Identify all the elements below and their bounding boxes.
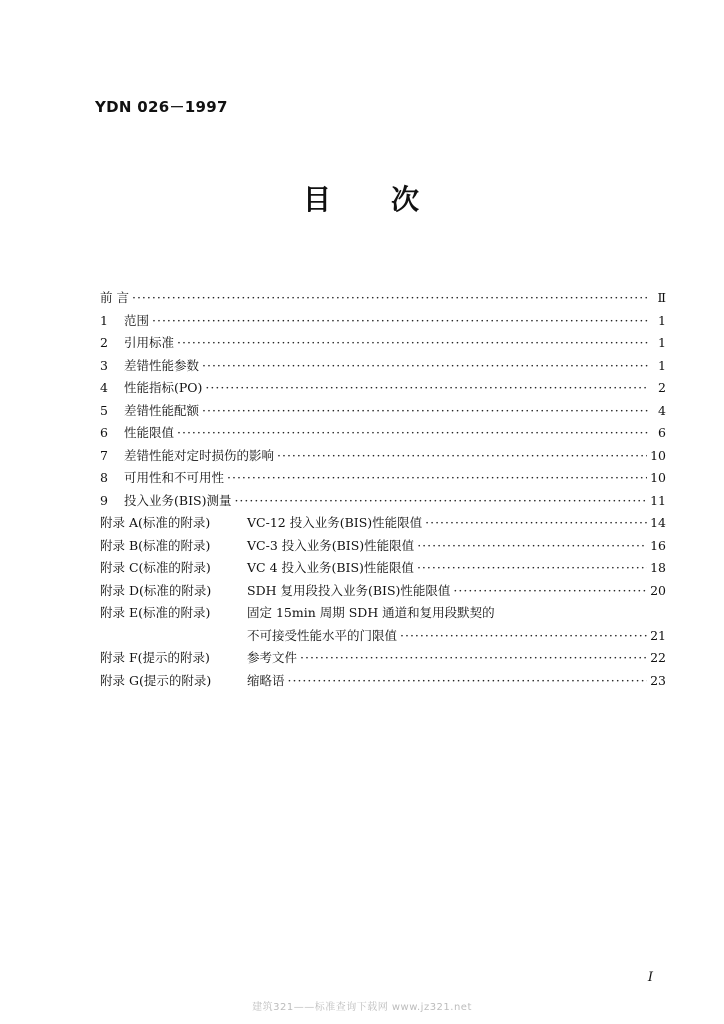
appendix-label: SDH 复用段投入业务(BIS)性能限值: [247, 582, 451, 598]
title-char-2: 次: [391, 183, 422, 216]
toc-entry-label: 范围: [124, 312, 150, 328]
appendix-prefix: 附录 A(标准的附录): [100, 515, 211, 530]
leader-dots: [417, 557, 647, 580]
appendix-prefix: 附录 F(提示的附录): [100, 650, 210, 665]
leader-dots: [177, 422, 649, 445]
leader-dots: [288, 670, 648, 693]
toc-entry-page: 2: [658, 380, 666, 395]
leader-dots: [234, 490, 647, 513]
appendix-label: VC-3 投入业务(BIS)性能限值: [247, 537, 415, 553]
leader-dots: [152, 310, 649, 333]
toc-entry-8[interactable]: [100, 467, 666, 490]
toc-entry-number: 4: [100, 380, 108, 395]
page-number: I: [647, 970, 653, 985]
watermark: 建筑321——标准查询下载网 www.jz321.net: [252, 1002, 472, 1013]
toc-entry-number: 9: [100, 492, 108, 508]
appendix-prefix: 附录 C(标准的附录): [100, 560, 211, 575]
toc-entry-label: 引用标准: [124, 335, 175, 350]
leader-dots: [300, 647, 647, 670]
toc-entry-label: 差错性能参数: [124, 357, 200, 373]
toc-appendix-g[interactable]: [100, 670, 666, 693]
toc-entry-label: 前 言: [100, 290, 129, 305]
toc-appendix-d[interactable]: [100, 580, 666, 603]
appendix-label-continued: 不可接受性能水平的门限值: [247, 627, 398, 643]
toc-entry-number: 8: [100, 470, 108, 485]
toc-entry-7[interactable]: [100, 445, 666, 468]
toc-appendix-e[interactable]: [100, 602, 666, 625]
toc-appendix-b[interactable]: [100, 535, 666, 558]
leader-dots: [277, 445, 647, 468]
toc-entry-label: 差错性能配额: [124, 402, 200, 418]
toc-entry-2[interactable]: [100, 332, 666, 355]
toc-entry-label: 可用性和不可用性: [124, 470, 225, 485]
leader-dots: [202, 400, 649, 423]
toc-entry-page: Ⅱ: [657, 290, 666, 305]
toc-entry-page: 6: [658, 425, 666, 440]
toc-appendix-c[interactable]: [100, 557, 666, 580]
toc-entry-5[interactable]: [100, 400, 666, 423]
toc-entry-label: 性能指标(PO): [124, 380, 203, 395]
toc-entry-page: 10: [650, 447, 666, 463]
leader-dots: [453, 580, 647, 603]
toc-entry-page: 11: [650, 492, 666, 508]
toc-entry-number: 7: [100, 447, 108, 463]
appendix-page: 23: [650, 672, 666, 688]
appendix-prefix: 附录 B(标准的附录): [100, 537, 211, 553]
appendix-page: 22: [650, 650, 666, 665]
table-of-contents: [100, 287, 666, 692]
appendix-label: 参考文件: [247, 650, 298, 665]
toc-entry-4[interactable]: [100, 377, 666, 400]
appendix-prefix: 附录 G(提示的附录): [100, 672, 212, 688]
appendix-prefix: 附录 D(标准的附录): [100, 582, 212, 598]
leader-dots: [132, 287, 649, 310]
toc-entry-label: 投入业务(BIS)测量: [124, 492, 232, 508]
leader-dots: [417, 535, 647, 558]
toc-entry-1[interactable]: [100, 310, 666, 333]
toc-entry-page: 1: [658, 357, 666, 373]
toc-entry-foreword[interactable]: [100, 287, 666, 310]
page-title: [0, 178, 724, 218]
appendix-page: 18: [650, 560, 666, 575]
toc-entry-number: 6: [100, 425, 108, 440]
appendix-label: VC-12 投入业务(BIS)性能限值: [247, 515, 423, 530]
toc-appendix-a[interactable]: [100, 512, 666, 535]
toc-entry-page: 4: [658, 402, 666, 418]
appendix-label: VC 4 投入业务(BIS)性能限值: [247, 560, 414, 575]
leader-dots: [205, 377, 649, 400]
toc-entry-3[interactable]: [100, 355, 666, 378]
leader-dots: [202, 355, 649, 378]
leader-dots: [227, 467, 647, 490]
toc-appendix-f[interactable]: [100, 647, 666, 670]
toc-entry-number: 3: [100, 357, 108, 373]
leader-dots: [177, 332, 649, 355]
appendix-page: 14: [650, 515, 666, 530]
leader-dots: [400, 625, 647, 648]
toc-entry-page: 1: [658, 312, 666, 328]
toc-entry-number: 5: [100, 402, 108, 418]
appendix-page: 16: [650, 537, 666, 553]
appendix-label: 缩略语: [247, 672, 285, 688]
toc-entry-9[interactable]: [100, 490, 666, 513]
appendix-prefix: 附录 E(标准的附录): [100, 605, 211, 620]
appendix-label: 固定 15min 周期 SDH 通道和复用段默契的: [247, 605, 495, 620]
toc-entry-number: 2: [100, 335, 108, 350]
toc-entry-label: 差错性能对定时损伤的影响: [124, 447, 275, 463]
title-char-1: 目: [302, 183, 333, 216]
leader-dots: [425, 512, 647, 535]
toc-entry-label: 性能限值: [124, 425, 175, 440]
toc-appendix-e-continued[interactable]: [100, 625, 666, 648]
toc-entry-number: 1: [100, 312, 108, 328]
toc-entry-6[interactable]: [100, 422, 666, 445]
toc-entry-page: 10: [650, 470, 666, 485]
appendix-page: 20: [650, 582, 666, 598]
appendix-page: 21: [650, 627, 666, 643]
toc-entry-page: 1: [658, 335, 666, 350]
document-code: YDN 026－1997: [95, 98, 228, 116]
